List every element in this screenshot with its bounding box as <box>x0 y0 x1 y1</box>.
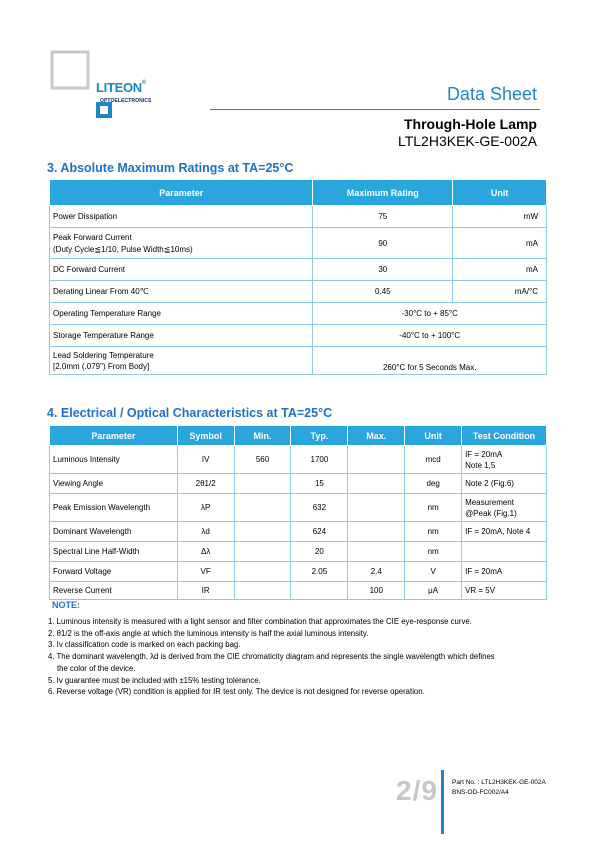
condition-line: @Peak (Fig.1) <box>465 508 517 518</box>
min-cell <box>234 562 291 582</box>
table-row <box>50 281 547 303</box>
param-cell: Operating Temperature Range <box>50 303 313 325</box>
param-cell <box>50 228 313 259</box>
param-cell: Derating Linear From 40℃ <box>50 281 313 303</box>
header-divider <box>210 109 540 110</box>
condition-line: Measurement <box>465 497 514 507</box>
max-cell: 100 <box>348 582 405 600</box>
max-cell <box>348 446 405 474</box>
table-row <box>50 347 547 375</box>
table-row <box>50 562 547 582</box>
symbol-cell: λd <box>177 522 234 542</box>
col-header: Min. <box>234 426 291 446</box>
param-cell: Viewing Angle <box>50 474 178 494</box>
section-4-title: 4. Electrical / Optical Characteristics at TA=25°C <box>47 406 333 420</box>
typ-cell: 20 <box>291 542 348 562</box>
table-row <box>50 446 547 474</box>
table-row <box>50 259 547 281</box>
table-row <box>50 325 547 347</box>
param-cell: Luminous Intensity <box>50 446 178 474</box>
footer-part-number: Part No. : LTL2H3KEK-GE-002A <box>452 779 546 786</box>
unit-cell: mW <box>453 206 547 228</box>
condition-cell <box>462 582 547 600</box>
param-cell: Peak Emission Wavelength <box>50 494 178 522</box>
unit-cell: mA <box>453 228 547 259</box>
value-cell: -40°C to + 100°C <box>313 325 547 347</box>
param-line: Peak Forward Current <box>53 232 132 242</box>
symbol-cell: 2θ1/2 <box>177 474 234 494</box>
footer-doc-number: BNS-OD-FC002/A4 <box>452 789 509 796</box>
value-cell: 260°C for 5 Seconds Max. <box>313 347 547 375</box>
param-cell <box>50 347 313 375</box>
value-cell: 90 <box>313 228 453 259</box>
col-header: Typ. <box>291 426 348 446</box>
page-number: 2/9 <box>396 775 438 806</box>
footer-accent-bar <box>441 770 444 834</box>
logo-wordmark: LITEON® <box>96 80 146 95</box>
typ-cell: 624 <box>291 522 348 542</box>
product-block <box>398 116 537 149</box>
condition-cell <box>462 446 547 474</box>
symbol-cell: Δλ <box>177 542 234 562</box>
table-row <box>50 228 547 259</box>
param-cell: Forward Voltage <box>50 562 178 582</box>
unit-cell: nm <box>405 542 462 562</box>
param-line: Lead Soldering Temperature <box>53 350 154 360</box>
max-cell <box>348 542 405 562</box>
table-row <box>50 582 547 600</box>
note-item: 2. θ1/2 is the off-axis angle at which the luminous intensity is half the axial luminous intensity. <box>48 628 369 638</box>
param-cell: Power Dissipation <box>50 206 313 228</box>
footer-part-info <box>452 778 546 798</box>
symbol-cell: IR <box>177 582 234 600</box>
condition-line: Note 2 (Fig.6) <box>465 479 514 488</box>
param-cell: Reverse Current <box>50 582 178 600</box>
table-row <box>50 474 547 494</box>
condition-cell <box>462 522 547 542</box>
table-row <box>50 206 547 228</box>
col-header: Unit <box>453 180 547 206</box>
condition-cell <box>462 494 547 522</box>
table-row <box>50 522 547 542</box>
typ-cell: 632 <box>291 494 348 522</box>
condition-line: Note 1,5 <box>465 460 496 470</box>
min-cell: 560 <box>234 446 291 474</box>
notes-heading: NOTE: <box>52 600 80 610</box>
col-header: Parameter <box>50 180 313 206</box>
note-item: 1. Luminous intensity is measured with a light sensor and filter combination that approximates the CIE eye-response curve. <box>48 617 472 626</box>
unit-cell: deg <box>405 474 462 494</box>
value-cell: 30 <box>313 259 453 281</box>
min-cell <box>234 522 291 542</box>
note-item: 3. Iv classification code is marked on each packing bag. <box>48 640 241 650</box>
table-row <box>50 494 547 522</box>
table-row <box>50 542 547 562</box>
absolute-max-ratings-table <box>49 179 547 375</box>
min-cell <box>234 494 291 522</box>
min-cell <box>234 542 291 562</box>
condition-cell <box>462 562 547 582</box>
unit-cell: mA/°C <box>453 281 547 303</box>
electrical-optical-table <box>49 425 547 600</box>
value-cell: 75 <box>313 206 453 228</box>
section-3-title: 3. Absolute Maximum Ratings at TA=25°C <box>47 161 294 175</box>
param-line: (Duty Cycle≦1/10, Pulse Width≦10ms) <box>53 244 193 254</box>
condition-line: IF = 20mA <box>465 449 503 459</box>
condition-cell <box>462 474 547 494</box>
symbol-cell: λP <box>177 494 234 522</box>
condition-line: IF = 20mA <box>465 567 503 576</box>
typ-cell <box>291 582 348 600</box>
product-name: Through-Hole Lamp <box>404 116 537 132</box>
symbol-cell: IV <box>177 446 234 474</box>
unit-cell: nm <box>405 522 462 542</box>
condition-line: VR = 5V <box>465 586 496 595</box>
condition-cell <box>462 542 547 562</box>
unit-cell: V <box>405 562 462 582</box>
value-cell: 0.45 <box>313 281 453 303</box>
param-cell: DC Forward Current <box>50 259 313 281</box>
min-cell <box>234 582 291 600</box>
param-line: [2.0mm (.079") From Body] <box>53 361 150 371</box>
product-part-number: LTL2H3KEK-GE-002A <box>397 133 537 149</box>
max-cell <box>348 494 405 522</box>
max-cell <box>348 474 405 494</box>
table-header-row <box>50 180 547 206</box>
min-cell <box>234 474 291 494</box>
note-item: 4. The dominant wavelength, λd is derived from the CIE chromaticity diagram and represents the single wavelength which defines <box>48 652 495 662</box>
col-header: Maximum Rating <box>313 180 453 206</box>
param-cell: Storage Temperature Range <box>50 325 313 347</box>
col-header: Unit <box>405 426 462 446</box>
note-item: 5. Iv guarantee must be included with ±15% testing tolerance. <box>48 675 261 685</box>
unit-cell: μA <box>405 582 462 600</box>
unit-cell: nm <box>405 494 462 522</box>
col-header: Symbol <box>177 426 234 446</box>
notes-list <box>48 616 548 698</box>
table-row <box>50 303 547 325</box>
typ-cell: 2.05 <box>291 562 348 582</box>
col-header: Max. <box>348 426 405 446</box>
doc-type-title: Data Sheet <box>446 84 537 104</box>
param-cell: Spectral Line Half-Width <box>50 542 178 562</box>
typ-cell: 1700 <box>291 446 348 474</box>
condition-line: IF = 20mA, Note 4 <box>465 527 531 536</box>
note-item: 6. Reverse voltage (VR) condition is applied for IR test only. The device is not designed for reverse operation. <box>48 687 425 697</box>
value-cell: -30°C to + 85°C <box>313 303 547 325</box>
doc-type-block <box>447 84 537 105</box>
param-cell: Dominant Wavelength <box>50 522 178 542</box>
typ-cell: 15 <box>291 474 348 494</box>
logo-subtitle: OPTOELECTRONICS <box>100 98 152 104</box>
table-header-row <box>50 426 547 446</box>
note-item: the color of the device. <box>57 663 136 673</box>
max-cell <box>348 522 405 542</box>
col-header: Test Condition <box>462 426 547 446</box>
unit-cell: mA <box>453 259 547 281</box>
symbol-cell: VF <box>177 562 234 582</box>
max-cell: 2.4 <box>348 562 405 582</box>
unit-cell: mcd <box>405 446 462 474</box>
col-header: Parameter <box>50 426 178 446</box>
